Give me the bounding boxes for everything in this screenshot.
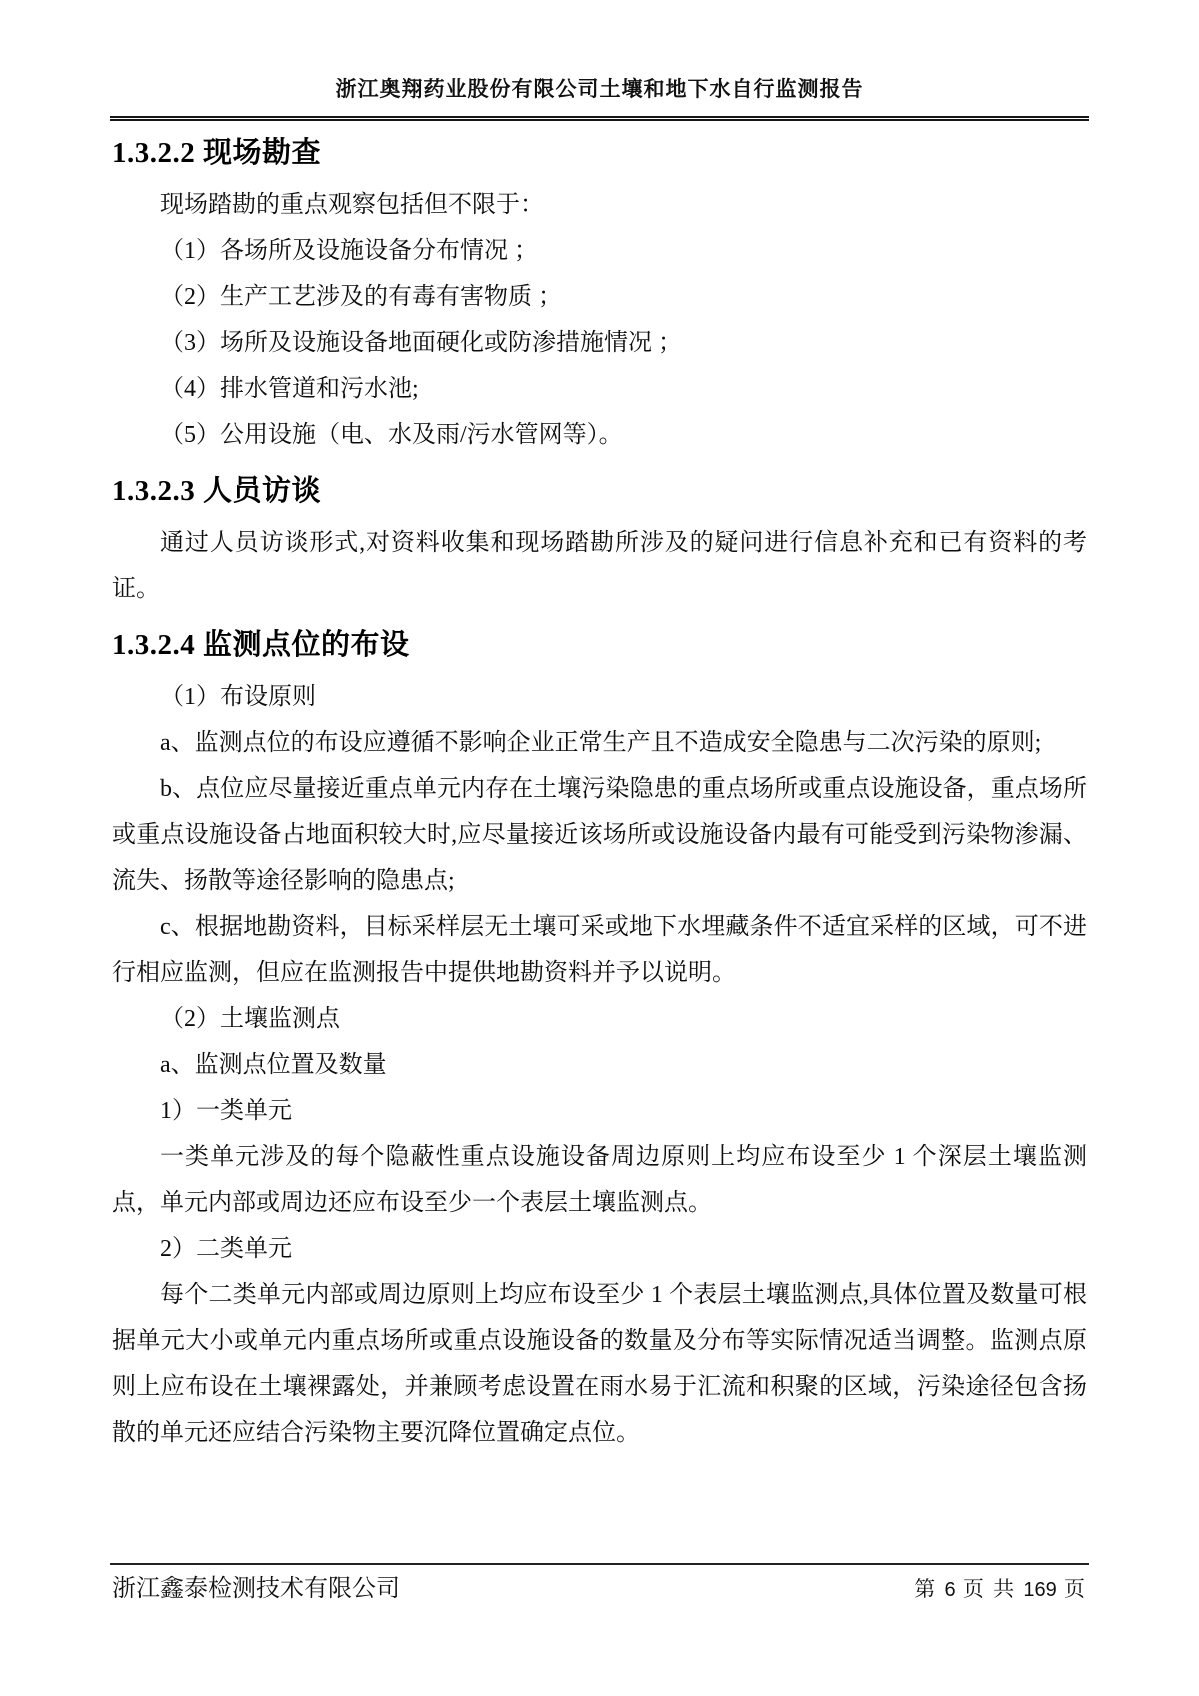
- paragraph: b、点位应尽量接近重点单元内存在土壤污染隐患的重点场所或重点设施设备，重点场所或重点设施设备占地面积较大时,应尽量接近该场所或设施设备内最有可能受到污染物渗漏、流失、扬散等途径影响的隐患点;: [112, 776, 1087, 894]
- footer-divider: [110, 1563, 1089, 1565]
- footer-page-suffix: 页: [1064, 1577, 1087, 1601]
- paragraph: 每个二类单元内部或周边原则上均应布设至少 1 个表层土壤监测点,具体位置及数量可根据单元大小或单元内重点场所或重点设施设备的数量及分布等实际情况适当调整。监测点原则上应布设在土壤裸露处，并兼顾考虑设置在雨水易于汇流和积聚的区域，污染途径包含扬散的单元还应结合污染物主要沉降位置确定点位。: [112, 1282, 1087, 1446]
- section-heading: 1.3.2.2 现场勘查: [112, 137, 322, 169]
- footer-page-prefix: 第: [914, 1577, 938, 1601]
- paragraph: a、监测点位置及数量: [160, 1052, 387, 1078]
- document-body: [112, 130, 1087, 1456]
- page-header-title: 浙江奥翔药业股份有限公司土壤和地下水自行监测报告: [335, 77, 864, 101]
- header-divider: [110, 116, 1089, 121]
- footer-page-middle: 页 共: [962, 1577, 1017, 1601]
- paragraph: （5）公用设施（电、水及雨/污水管网等）。: [160, 422, 623, 448]
- paragraph: c、根据地勘资料，目标采样层无土壤可采或地下水埋藏条件不适宜采样的区域，可不进行相应监测，但应在监测报告中提供地勘资料并予以说明。: [112, 914, 1087, 986]
- page-footer: [112, 1572, 1087, 1607]
- section-heading: 1.3.2.4 监测点位的布设: [112, 629, 410, 661]
- paragraph: （2）生产工艺涉及的有毒有害物质 ；: [160, 284, 562, 310]
- paragraph: 通过人员访谈形式,对资料收集和现场踏勘所涉及的疑问进行信息补充和已有资料的考证。: [112, 530, 1087, 602]
- paragraph: （3）场所及设施设备地面硬化或防渗措施情况 ；: [160, 330, 682, 356]
- paragraph: a、监测点位的布设应遵循不影响企业正常生产且不造成安全隐患与二次污染的原则;: [160, 730, 1042, 756]
- footer-page-total: 169: [1023, 1579, 1057, 1601]
- paragraph: 一类单元涉及的每个隐蔽性重点设施设备周边原则上均应布设至少 1 个深层土壤监测点，单元内部或周边还应布设至少一个表层土壤监测点。: [112, 1144, 1087, 1216]
- section-heading: 1.3.2.3 人员访谈: [112, 475, 322, 507]
- paragraph: （1）布设原则: [160, 684, 316, 710]
- paragraph: 2）二类单元: [160, 1236, 292, 1262]
- paragraph: 现场踏勘的重点观察包括但不限于：: [160, 192, 544, 218]
- paragraph: 1）一类单元: [160, 1098, 292, 1124]
- paragraph: （1）各场所及设施设备分布情况 ；: [160, 238, 538, 264]
- footer-company-name: 浙江鑫泰检测技术有限公司: [112, 1576, 400, 1602]
- footer-page-number: 6: [944, 1579, 956, 1601]
- paragraph: （2）土壤监测点: [160, 1006, 340, 1032]
- paragraph: （4）排水管道和污水池;: [160, 376, 419, 402]
- footer-page-label: [914, 1572, 1087, 1607]
